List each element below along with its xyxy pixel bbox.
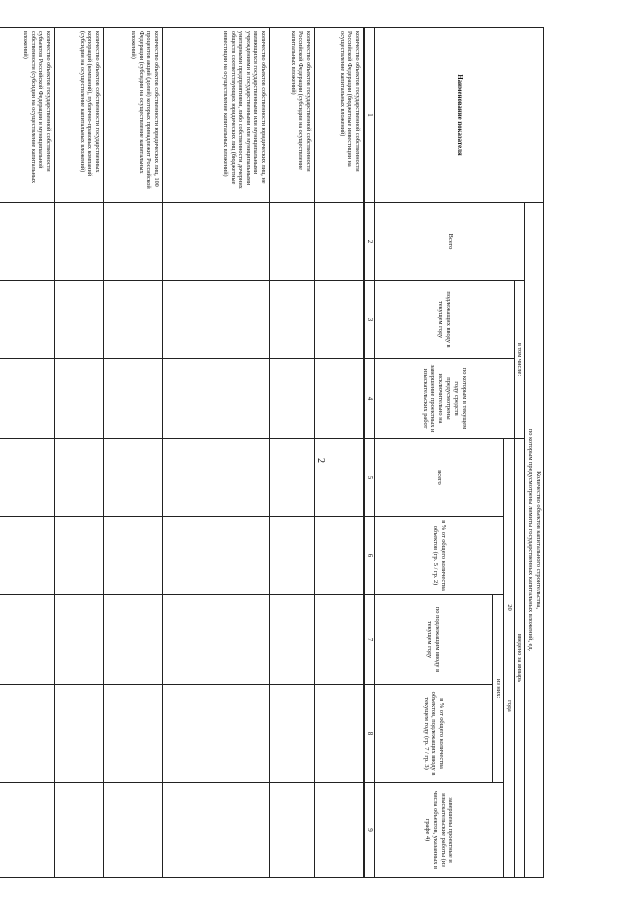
header-row-1: [525, 28, 544, 878]
col-number: 1: [364, 28, 375, 203]
table-cell: [0, 439, 54, 517]
total-header: Всего: [374, 203, 524, 281]
of-them-header: из них:: [492, 595, 503, 783]
table-cell: [103, 783, 162, 878]
table-cell: [269, 517, 314, 595]
col3-header: по которым в текущем году средств предусмотрены исключительно на завершение проектных и изыскательских работ: [374, 359, 514, 439]
of-which-header: в том числе:: [514, 281, 525, 439]
table-cell: [162, 783, 269, 878]
table-cell: [269, 783, 314, 878]
table-cell: [103, 595, 162, 685]
table-cell: [162, 203, 269, 281]
table-cell: [0, 203, 54, 281]
table-cell: [103, 203, 162, 281]
table-cell: [314, 595, 364, 685]
table-cell: [162, 359, 269, 439]
row-label: количество объектов государственной собственности Российской Федерации (субсидии на осуществление капитальных вложений): [269, 28, 314, 203]
table-cell: [269, 439, 314, 517]
table-cell: [103, 517, 162, 595]
table-cell: [314, 783, 364, 878]
table-cell: [103, 439, 162, 517]
table-cell: [54, 359, 103, 439]
col8-header: завершены проектные и изыскательские работы (из числа объектов, указанных в графе 4): [374, 783, 503, 878]
table-cell: [54, 685, 103, 783]
row-label: количество объектов собственности юридических лиц, не являющихся государственными или муниципальными учреждениями и государственными или муниципальными унитарными предприятиями, либо собственности дочерних обществ соответствующих юридических лиц (бюджетные инвестиции на осуществление капитальных вложений): [162, 28, 269, 203]
table-cell: [162, 281, 269, 359]
col-number: 5: [364, 439, 375, 517]
year-prefix: 20: [505, 604, 513, 611]
table-cell: [269, 595, 314, 685]
col7-header: в % от общего количества объектов, подлежащих вводу в текущем году (гр. 7 / гр. 3): [374, 685, 492, 783]
table-cell: [269, 281, 314, 359]
col-number: 3: [364, 281, 375, 359]
table-row: [103, 28, 162, 878]
col-number: 7: [364, 595, 375, 685]
table-cell: [269, 685, 314, 783]
column-numbers-row: [364, 28, 375, 878]
table-row: [162, 28, 269, 878]
commissioned-for: введено за январь: [516, 633, 524, 683]
table-row: [269, 28, 314, 878]
table-cell: [54, 281, 103, 359]
col2-header: подлежащих вводу в текущем году: [374, 281, 514, 359]
col-number: 9: [364, 783, 375, 878]
table-cell: [0, 595, 54, 685]
table-cell: [103, 685, 162, 783]
page-number: 2: [314, 458, 326, 463]
commissioned-header: [514, 439, 525, 878]
year-header: [503, 439, 514, 878]
table-row: [54, 28, 103, 878]
col4-header: всего: [374, 439, 503, 517]
table-cell: [269, 359, 314, 439]
indicator-name-header: Наименование показателя: [374, 28, 543, 203]
table-cell: [314, 517, 364, 595]
table-cell: [103, 281, 162, 359]
table-cell: [0, 783, 54, 878]
row-label: количество объектов государственной собственности Российской Федерации (бюджетные инвестиции на осуществление капитальных вложений): [314, 28, 364, 203]
table-cell: [314, 359, 364, 439]
col-number: 6: [364, 517, 375, 595]
col-number: 2: [364, 203, 375, 281]
table-cell: [314, 281, 364, 359]
table-cell: [162, 517, 269, 595]
main-title-header: [525, 203, 544, 878]
table-cell: [162, 439, 269, 517]
row-label: количество объектов собственности юридических лиц, 100 процентов акций (долей) которых принадлежит Российской Федерации (субсидии на осуществление капитальных вложений): [103, 28, 162, 203]
table-cell: [314, 439, 364, 517]
table-cell: [0, 281, 54, 359]
table-cell: [54, 595, 103, 685]
table-cell: [0, 359, 54, 439]
table-row: [0, 28, 54, 878]
col-number: 4: [364, 359, 375, 439]
row-label: количество объектов государственной собственности субъектов Российской Федерации и муниципальной собственности (субсидии на осуществление капитальных вложений): [0, 28, 54, 203]
table-cell: [314, 203, 364, 281]
rotated-table-container: [22, 27, 544, 877]
table-cell: [103, 359, 162, 439]
main-title: Количество объектов капитального строительства,: [535, 471, 542, 609]
col-number: 8: [364, 685, 375, 783]
table-cell: [54, 203, 103, 281]
main-subtitle: по которым предусмотрены лимиты государственных капитальных вложений, ед.: [527, 428, 535, 652]
table-cell: [162, 685, 269, 783]
table-cell: [314, 685, 364, 783]
col5-header: в % от общего количества объектов (гр. 5 / гр. 2): [374, 517, 503, 595]
row-label: количество объектов собственности государственных корпораций (компаний), публично-правовых компаний (субсидии на осуществление капитальных вложений): [54, 28, 103, 203]
table-cell: [54, 517, 103, 595]
table-cell: [54, 439, 103, 517]
table-cell: [162, 595, 269, 685]
col6-header: по подлежащим вводу в текущем году: [374, 595, 492, 685]
table-cell: [54, 783, 103, 878]
table-cell: [0, 685, 54, 783]
capital-construction-table: [0, 27, 544, 878]
table-cell: [269, 203, 314, 281]
table-cell: [0, 517, 54, 595]
year-suffix: года: [505, 700, 513, 712]
table-row: [314, 28, 364, 878]
